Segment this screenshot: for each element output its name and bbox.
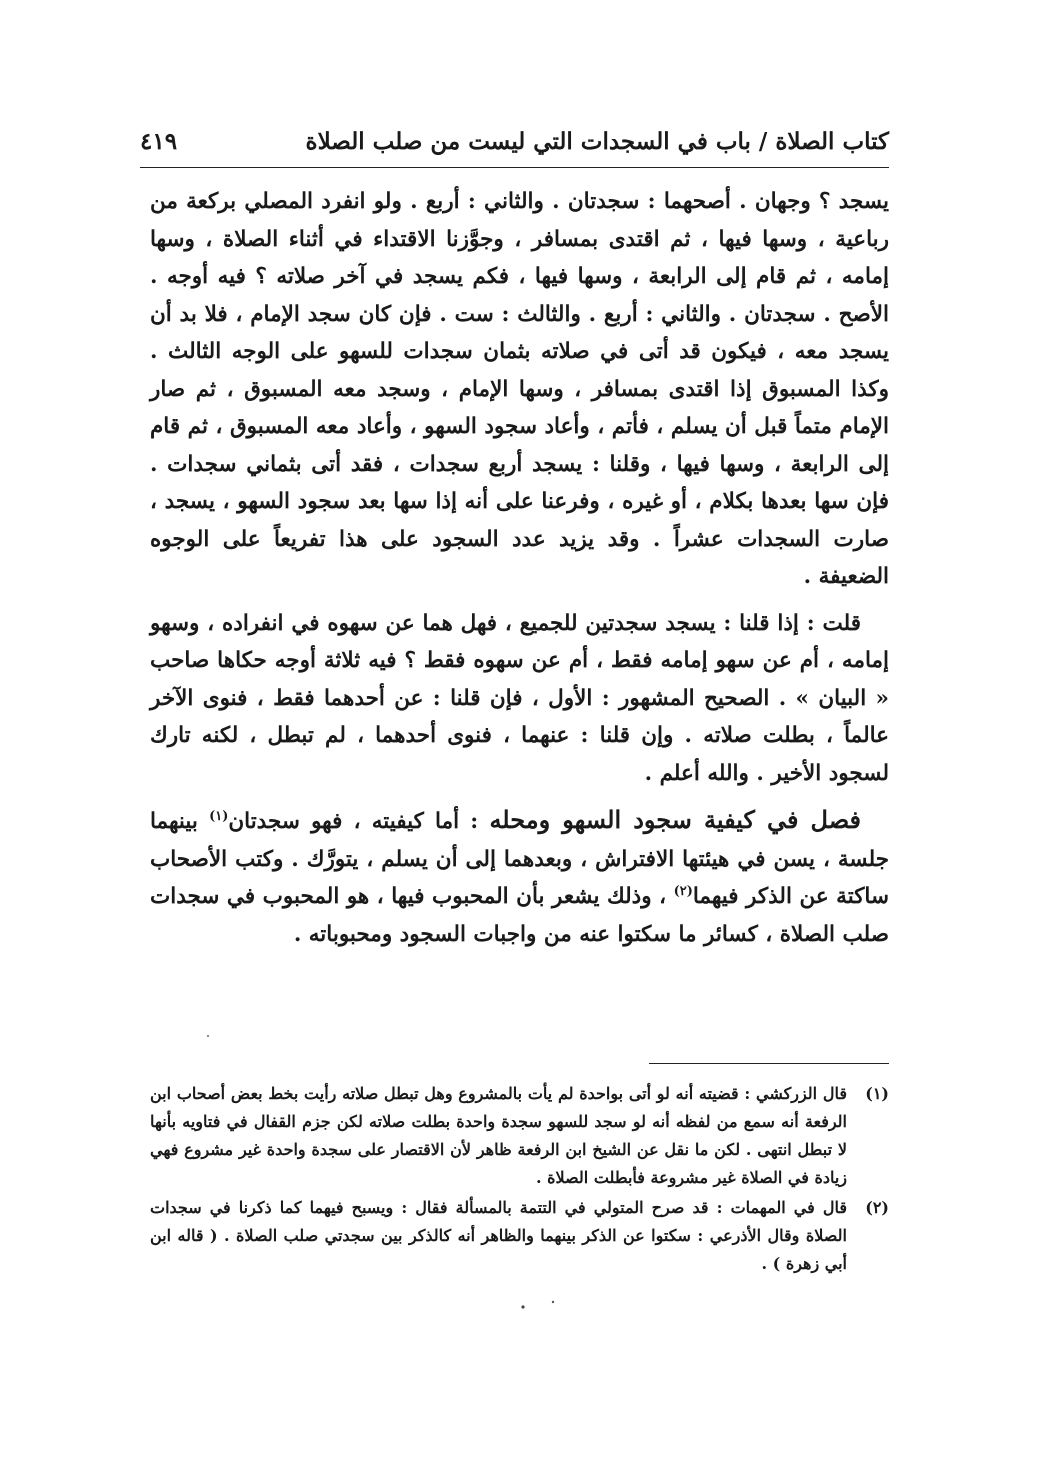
footnote-2-number: (٢) xyxy=(865,1198,889,1217)
paragraph-3-text-b: بينهما جلسة ، يسن في هيئتها الافتراش ، وبعدهما إلى أن يسلم ، يتورَّك . وكتب الأصحاب ساكتة عن الذكر فيهما xyxy=(150,809,889,909)
paragraph-1: يسجد ؟ وجهان . أصحهما : سجدتان . والثاني : أربع . ولو انفرد المصلي بركعة من رباعية ، وسها فيها ، ثم اقتدى بمسافر ، وجوَّزنا الاقتداء في أثناء الصلاة ، وسها إمامه ، ثم قام إلى الرابعة ، وسها فيها ، فكم يسجد في آخر صلاته ؟ فيه أوجه . الأصح . سجدتان . والثاني : أربع . والثالث : ست . فإن كان سجد الإمام ، فلا بد أن يسجد معه ، فيكون قد أتى في صلاته بثمان سجدات للسهو على الوجه الثالث . وكذا المسبوق إذا اقتدى بمسافر ، وسها الإمام ، وسجد معه المسبوق ، ثم صار الإمام متماً قبل أن يسلم ، فأتم ، وأعاد سجود السهو ، وأعاد معه المسبوق ، ثم قام إلى الرابعة ، وسها فيها ، وقلنا : يسجد أربع سجدات ، فقد أتى بثماني سجدات . فإن سها بعدها بكلام ، أو غيره ، وفرعنا على أنه إذا سها بعد سجود السهو ، يسجد ، صارت السجدات عشراً . وقد يزيد عدد السجود على هذا تفريعاً على الوجوه الضعيفة . xyxy=(150,189,889,589)
paragraph-3 xyxy=(150,801,889,953)
footnote-1-text: قال الزركشي : قضيته أنه لو أتى بواحدة لم يأت بالمشروع وهل تبطل صلاته رأيت بخط بعض أصحاب ابن الرفعة أنه سمع من لفظه أنه لو سجد للسهو سجدة واحدة بطلت صلاته لكن جزم القفال في فتاويه بأنها لا تبطل انتهى . لكن ما نقل عن الشيخ ابن الرفعة ظاهر لأن الاقتصار على سجدة واحدة غير مشروع فهي زيادة في الصلاة غير مشروعة فأبطلت الصلاة . xyxy=(150,1084,847,1187)
main-text xyxy=(150,183,889,962)
scan-speck xyxy=(521,1305,524,1308)
scan-speck xyxy=(207,1035,209,1037)
footnote-ref-2[interactable]: (٢) xyxy=(673,883,693,899)
scan-speck xyxy=(552,1301,554,1303)
running-title: كتاب الصلاة / باب في السجدات التي ليست من صلب الصلاة xyxy=(305,128,889,155)
page-header xyxy=(140,124,889,168)
header-rule xyxy=(140,167,889,168)
footnote-separator xyxy=(649,1063,889,1064)
paragraph-2: قلت : إذا قلنا : يسجد سجدتين للجميع ، فهل هما عن سهوه في انفراده ، وسهو إمامه ، أم عن سهو إمامه فقط ، أم عن سهوه فقط ؟ فيه ثلاثة أوجه حكاها صاحب « البيان » . الصحيح المشهور : الأول ، فإن قلنا : عن أحدهما فقط ، فنوى الآخر عالماً ، بطلت صلاته . وإن قلنا : عنهما ، فنوى أحدهما ، لم تبطل ، لكنه تارك لسجود الأخير . والله أعلم . xyxy=(150,610,889,786)
section-title: فصل في كيفية سجود السهو ومحله xyxy=(489,805,861,834)
paragraph-3-text-a: : أما كيفيته ، فهو سجدتان xyxy=(228,809,490,834)
footnote-1-number: (١) xyxy=(865,1084,889,1103)
footnote-1 xyxy=(150,1080,889,1192)
footnotes xyxy=(150,1080,889,1280)
paragraph-3-text-c: ، وذلك يشعر بأن المحبوب فيها ، هو المحبوب في سجدات صلب الصلاة ، كسائر ما سكتوا عنه من واجبات السجود ومحبوباته . xyxy=(150,884,889,947)
footnote-ref-1[interactable]: (١) xyxy=(209,808,229,824)
footnote-2-text: قال في المهمات : قد صرح المتولي في التتمة بالمسألة فقال : ويسبح فيهما كما ذكرنا في سجدات الصلاة وقال الأذرعي : سكتوا عن الذكر بينهما والظاهر أنه كالذكر بين سجدتي صلب الصلاة . ( قاله ابن أبي زهرة ) . xyxy=(150,1198,847,1273)
page-number: ٤١٩ xyxy=(140,128,178,155)
footnote-2 xyxy=(150,1194,889,1278)
